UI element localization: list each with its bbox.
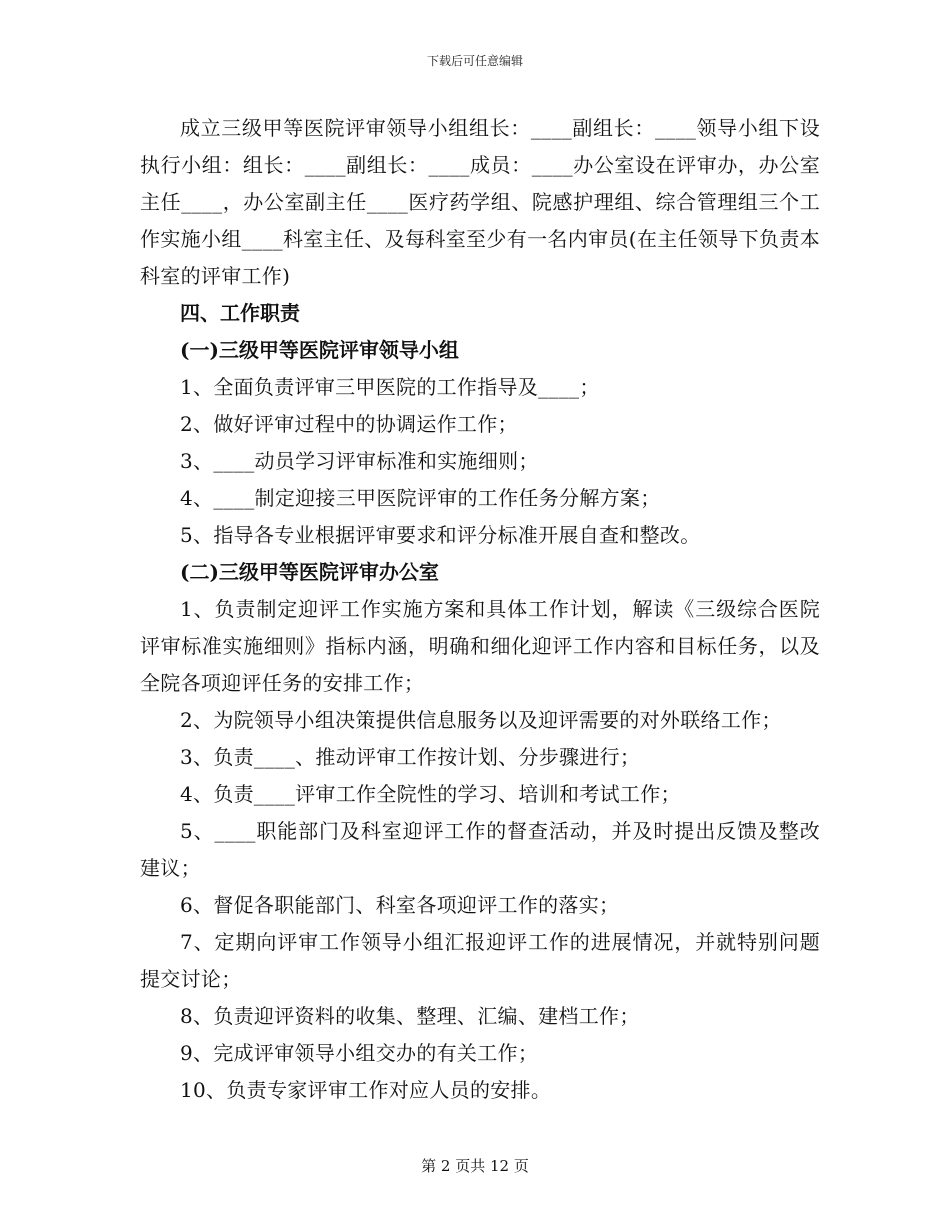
- group1-item: 3、____动员学习评审标准和实施细则；: [180, 449, 539, 473]
- page-number: 第 2 页共 12 页: [421, 1157, 529, 1175]
- group2-item: 7、定期向评审工作领导小组汇报迎评工作的进展情况，并就特别问题提交讨论；: [140, 930, 820, 991]
- section-title: 四、工作职责: [180, 301, 300, 325]
- group2-item: 3、负责____、推动评审工作按计划、分步骤进行；: [180, 745, 641, 769]
- group1-title: (一)三级甲等医院评审领导小组: [180, 338, 459, 362]
- group1-item: 5、指导各专业根据评审要求和评分标准开展自查和整改。: [180, 523, 701, 547]
- group1-item: 1、全面负责评审三甲医院的工作指导及____；: [180, 375, 600, 399]
- group2-item: 1、负责制定迎评工作实施方案和具体工作计划，解读《三级综合医院评审标准实施细则》指标内涵，明确和细化迎评工作内容和目标任务，以及全院各项迎评任务的安排工作；: [140, 597, 820, 695]
- group2-item: 4、负责____评审工作全院性的学习、培训和考试工作；: [180, 782, 681, 806]
- group2-item: 10、负责专家评审工作对应人员的安排。: [180, 1078, 552, 1102]
- group2-item: 8、负责迎评资料的收集、整理、汇编、建档工作；: [180, 1004, 640, 1028]
- group2-item: 5、____职能部门及科室迎评工作的督查活动，并及时提出反馈及整改建议；: [140, 819, 820, 880]
- document-body: [140, 110, 820, 1109]
- group2-item: 9、完成评审领导小组交办的有关工作；: [180, 1041, 539, 1065]
- group2-item: 2、为院领导小组决策提供信息服务以及迎评需要的对外联络工作；: [180, 708, 782, 732]
- group2-item: 6、督促各职能部门、科室各项迎评工作的落实；: [180, 893, 620, 917]
- page-header-note: 下载后可任意编辑: [426, 54, 523, 68]
- intro-paragraph: 成立三级甲等医院评审领导小组组长：____副组长：____领导小组下设执行小组：组长：____副组长：____成员：____办公室设在评审办，办公室主任____，办公室副主任____医疗药学组、院感护理组、综合管理组三个工作实施小组____科室主任、及每科室至少有一名内审员(在主任领导下负责本科室的评审工作): [140, 116, 820, 288]
- group1-item: 4、____制定迎接三甲医院评审的工作任务分解方案；: [180, 486, 661, 510]
- group1-item: 2、做好评审过程中的协调运作工作；: [180, 412, 518, 436]
- group2-title: (二)三级甲等医院评审办公室: [180, 560, 439, 584]
